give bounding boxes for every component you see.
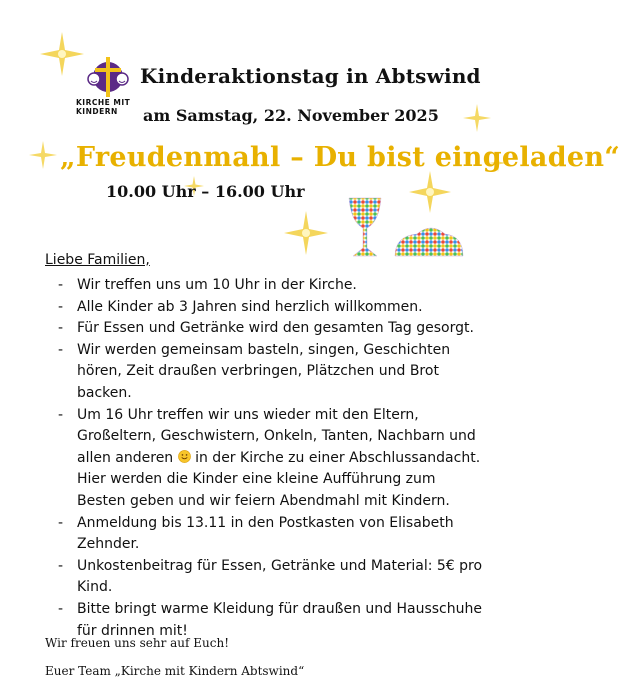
signature-line: Euer Team „Kirche mit Kindern Abtswind“ — [45, 664, 305, 678]
star-icon — [283, 210, 329, 256]
list-item — [58, 340, 488, 405]
list-item — [58, 275, 488, 297]
smiley-icon — [178, 450, 191, 463]
bullet-dash: - — [58, 557, 64, 574]
list-item-text-after: in der Kirche zu einer Abschlussandacht. Hier werden die Kinder eine kleine Aufführung zum Besten geben und wir feiern Abendmahl mit Kindern. — [77, 449, 481, 509]
list-item-text: Bitte bringt warme Kleidung für draußen und Hausschuhe für drinnen mit! — [77, 600, 482, 639]
bullet-dash: - — [58, 514, 64, 531]
star-icon — [462, 103, 492, 133]
bullet-dash: - — [58, 298, 64, 315]
list-item-text: Wir treffen uns um 10 Uhr in der Kirche. — [77, 277, 357, 293]
bullet-dash: - — [58, 277, 64, 293]
list-item-text: Anmeldung bis 13.11 in den Postkasten von Elisabeth Zehnder. — [77, 514, 454, 553]
list-item — [58, 556, 488, 599]
bullet-dash: - — [58, 320, 64, 337]
chalice-and-bread-icon — [345, 192, 465, 262]
event-time: 10.00 Uhr – 16.00 Uhr — [106, 182, 305, 201]
info-list — [58, 275, 488, 642]
salutation: Liebe Familien, — [45, 252, 150, 268]
list-item — [58, 297, 488, 319]
star-icon — [38, 30, 86, 78]
bullet-dash: - — [58, 600, 64, 617]
logo-text-line2: KINDERN — [76, 107, 118, 116]
bullet-dash: - — [58, 341, 64, 358]
logo-text — [76, 98, 130, 116]
list-item-text: Für Essen und Getränke wird den gesamten Tag gesorgt. — [77, 320, 474, 337]
closing-line: Wir freuen uns sehr auf Euch! — [45, 636, 230, 650]
logo-text-line1: KIRCHE MIT — [76, 98, 131, 107]
list-item-text: Wir werden gemeinsam basteln, singen, Geschichten hören, Zeit draußen verbringen, Plätzchen und Brot backen. — [77, 341, 451, 401]
event-date: am Samstag, 22. November 2025 — [143, 106, 439, 125]
list-item — [58, 513, 488, 556]
list-item — [58, 318, 488, 340]
page-title: Kinderaktionstag in Abtswind — [140, 64, 481, 88]
star-icon — [28, 140, 58, 170]
list-item-text-before: Um 16 Uhr treffen wir uns wieder mit den Eltern, Großeltern, Geschwistern, Onkeln, Tanten, Nachbarn und allen anderen — [77, 406, 476, 466]
list-item-text: Alle Kinder ab 3 Jahren sind herzlich willkommen. — [77, 298, 423, 315]
bullet-dash: - — [58, 406, 64, 423]
event-motto: „Freudenmahl – Du bist eingeladen“ — [60, 142, 620, 173]
list-item — [58, 405, 488, 513]
list-item-text: Unkostenbeitrag für Essen, Getränke und Material: 5€ pro Kind. — [77, 557, 483, 596]
